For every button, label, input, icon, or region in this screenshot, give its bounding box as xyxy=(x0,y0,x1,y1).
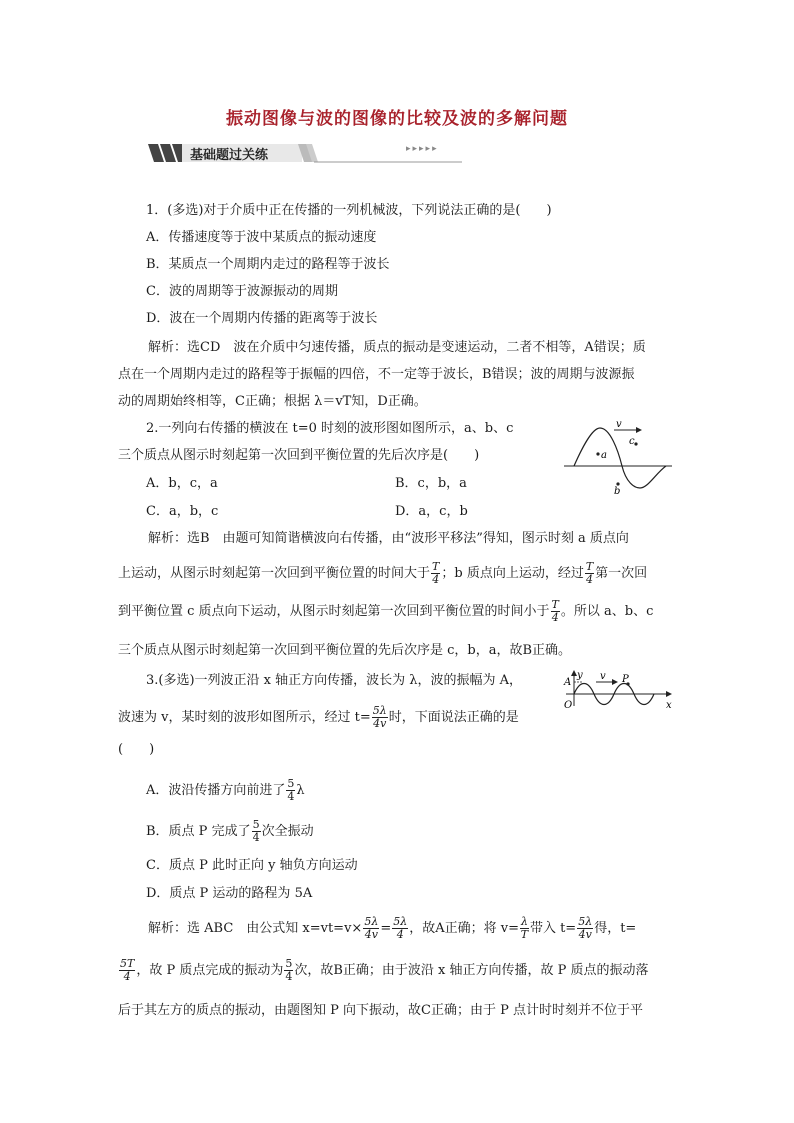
q3-stem-line2 xyxy=(118,703,519,733)
q3-stem-b2: 时，下面说法正确的是 xyxy=(388,710,519,725)
q3-fig-origin: O xyxy=(564,700,573,711)
fraction-t-over-4: $\frac{T}{4}$ xyxy=(432,560,440,586)
fraction: $\frac{5\lambda}{4}$ xyxy=(393,915,408,941)
q3-analysis-line3: 后于其左方的质点的振动，由题图知 P 向下振动，故C正确；由于 P 点计时时刻并不位于平 xyxy=(118,1003,643,1018)
page-title: 振动图像与波的图像的比较及波的多解问题 xyxy=(226,109,568,129)
q2-analysis-line4: 三个质点从图示时刻起第一次回到平衡位置的先后次序是 c，b，a，故B正确。 xyxy=(118,643,572,658)
q3-option-b-text: B．质点 P 完成了 xyxy=(146,824,251,839)
q2-option-c: C．a，b，c xyxy=(146,504,219,519)
q3-fig-v: v xyxy=(600,671,606,682)
q1-stem: 1．(多选)对于介质中正在传播的一列机械波，下列说法正确的是( ) xyxy=(146,203,552,218)
q3-analysis-line1 xyxy=(148,914,636,944)
fraction: $\frac{5T}{4}$ xyxy=(120,957,135,983)
q3-analysis-l1a: 解析：选 ABC 由公式知 x=vt=v× xyxy=(148,921,363,936)
q3-fig-x: x xyxy=(666,700,672,711)
fraction-5lambda-over-4v: $\frac{5\lambda}{4v}$ xyxy=(372,704,387,730)
q3-analysis-l2a: ，故 P 质点完成的振动为 xyxy=(136,963,284,978)
fraction: $\frac{5\lambda}{4v}$ xyxy=(578,915,593,941)
q3-analysis-l1c: ，故A正确；将 v= xyxy=(409,921,519,936)
q2-analysis-line1: 解析：选B 由题可知简谐横波向右传播，由“波形平移法”得知，图示时刻 a 质点向 xyxy=(148,531,629,546)
q3-analysis-l2b: 次，故B正确；由于波沿 x 轴正方向传播，故 P 质点的振动落 xyxy=(294,963,649,978)
q3-fig-y: y xyxy=(577,670,583,681)
banner-label: 基础题过关练 xyxy=(190,148,269,163)
q1-option-b: B．某质点一个周期内走过的路程等于波长 xyxy=(146,257,390,272)
equals-sign: = xyxy=(380,921,392,936)
q2-analysis-l2c: 第一次回 xyxy=(595,566,648,581)
q2-wave-figure xyxy=(560,418,676,494)
q2-analysis-line3 xyxy=(118,598,653,626)
fraction-5-over-4: $\frac{5}{4}$ xyxy=(287,777,295,803)
q2-analysis-l2a: 上运动，从图示时刻起第一次回到平衡位置的时间大于 xyxy=(118,566,431,581)
q3-option-a-text: A．波沿传播方向前进了 xyxy=(146,783,286,798)
q1-option-a: A．传播速度等于波中某质点的振动速度 xyxy=(146,230,377,245)
q2-stem-line1: 2.一列向右传播的横波在 t=0 时刻的波形图如图所示，a、b、c xyxy=(146,421,514,436)
q1-option-c: C．波的周期等于波源振动的周期 xyxy=(146,284,338,299)
q3-option-c: C．质点 P 此时正向 y 轴负方向运动 xyxy=(146,858,358,873)
q3-option-a-unit: λ xyxy=(296,783,305,798)
q2-option-b: B．c，b，a xyxy=(395,476,467,491)
section-banner xyxy=(148,142,462,164)
q3-analysis-line2 xyxy=(118,956,649,986)
q3-analysis-l1e: 得，t= xyxy=(594,921,637,936)
q1-analysis-line1: 解析：选CD 波在介质中匀速传播，质点的振动是变速运动，二者不相等，A错误；质 xyxy=(148,340,646,355)
q1-analysis-line2: 点在一个周期内走过的路程等于振幅的四倍，不一定等于波长，B错误；波的周期与波源振 xyxy=(118,367,635,382)
fraction: $\frac{\lambda}{T}$ xyxy=(520,915,529,941)
q3-option-a xyxy=(146,776,305,806)
q1-option-d: D．波在一个周期内传播的距离等于波长 xyxy=(146,311,378,326)
q3-stem-line3: ( ) xyxy=(118,742,155,757)
q3-stem-line1: 3.(多选)一列波正沿 x 轴正方向传播，波长为 λ，波的振幅为 A， xyxy=(146,673,523,688)
q2-stem-line2: 三个质点从图示时刻起第一次回到平衡位置的先后次序是( ) xyxy=(118,448,480,463)
q3-stem-b1: 波速为 v，某时刻的波形如图所示，经过 t= xyxy=(118,710,371,725)
fraction: $\frac{5}{4}$ xyxy=(285,957,293,983)
fraction-t-over-4: $\frac{T}{4}$ xyxy=(585,560,594,586)
q3-fig-p: P xyxy=(622,674,629,685)
banner-arrows: ▸▸▸▸▸ xyxy=(406,144,439,154)
q2-option-d: D．a，c，b xyxy=(395,504,468,519)
q3-option-d: D．质点 P 运动的路程为 5A xyxy=(146,886,313,901)
q2-analysis-line2 xyxy=(118,560,647,588)
q2-analysis-l2b: ；b 质点向上运动，经过 xyxy=(441,566,584,581)
fraction-t-over-4: $\frac{T}{4}$ xyxy=(551,598,559,624)
q2-analysis-l3a: 到平衡位置 c 质点向下运动，从图示时刻起第一次回到平衡位置的时间小于 xyxy=(118,604,550,619)
q2-fig-a: a xyxy=(601,450,607,461)
q3-wave-figure xyxy=(560,670,678,716)
q2-analysis-l3b: 。所以 a、b、c xyxy=(560,604,654,619)
q3-option-b-tail: 次全振动 xyxy=(261,824,314,839)
q2-fig-v: v xyxy=(616,419,622,430)
q2-fig-c: c xyxy=(629,436,635,447)
fraction-5-over-4: $\frac{5}{4}$ xyxy=(252,818,260,844)
q2-option-a: A．b，c，a xyxy=(146,476,218,491)
fraction: $\frac{5\lambda}{4v}$ xyxy=(364,915,379,941)
q3-fig-amplitude: A xyxy=(564,677,572,688)
q3-option-b xyxy=(146,817,314,847)
q1-analysis-line3: 动的周期始终相等，C正确；根据 λ＝vT知，D正确。 xyxy=(118,394,427,409)
q2-fig-b: b xyxy=(614,486,621,494)
q3-analysis-l1d: 带入 t= xyxy=(529,921,577,936)
